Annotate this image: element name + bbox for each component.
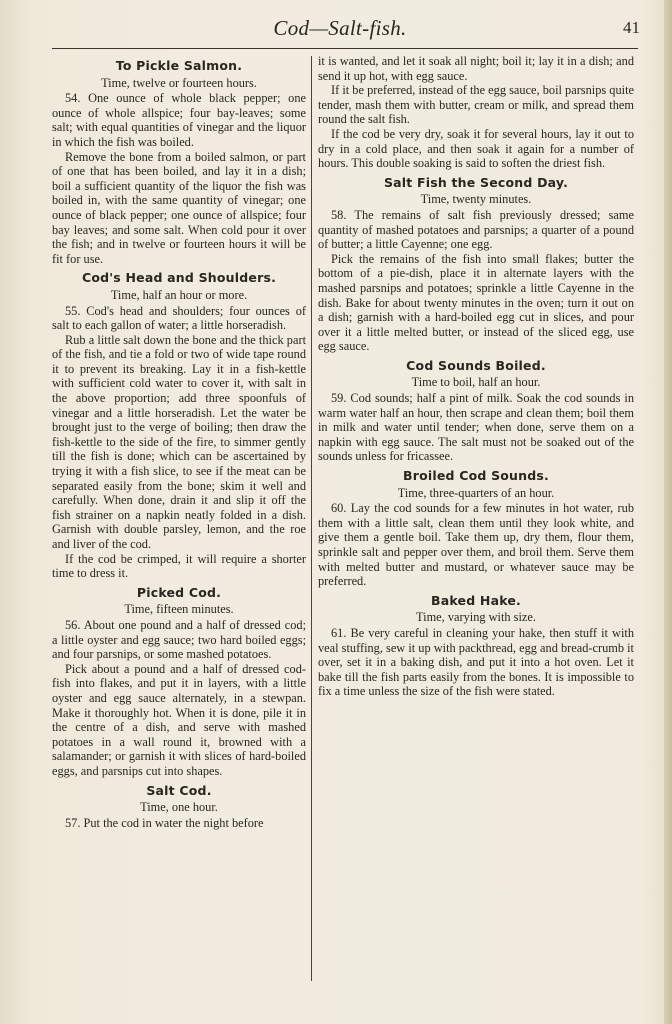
paragraph: If it be preferred, instead of the egg sauce, boil parsnips quite tender, mash them with butter, cream or milk, and spread them round the salt fish. [318,83,634,127]
paragraph: If the cod be crimped, it will require a shorter time to dress it. [52,551,306,581]
running-title: Cod—Salt-fish. [273,16,407,40]
paragraph: 57. Put the cod in water the night before [65,815,264,830]
page-header [40,16,640,46]
heading-cod-sounds-boiled: Cod Sounds Boiled. [406,357,546,373]
paragraph: If the cod be very dry, soak it for several hours, lay it out to dry in a cold place, and then soak it again for a number of hours. This double soaking is said to soften the driest fish. [318,126,634,171]
time-salt-cod: Time, one hour. [140,800,218,815]
time-pickle-salmon: Time, twelve or fourteen hours. [101,75,257,90]
paragraph: it is wanted, and let it soak all night; boil it; lay it in a dish; and send it up hot, with egg sauce. [318,54,634,83]
heading-broiled-cod-sounds: Broiled Cod Sounds. [402,468,549,484]
paragraph: 55. Cod's head and shoulders; four ounces of salt to each gallon of water; a little horseradish. [52,303,306,333]
heading-pickle-salmon: To Pickle Salmon. [115,58,243,73]
heading-salt-fish-second-day: Salt Fish the Second Day. [383,174,569,190]
paragraph: Pick about a pound and a half of dressed cod-fish into flakes, and put it in layers, with a little oyster and egg sauce alternately, in a stewpan. Make it thoroughly hot. When it is done, pile it in the centre of a dish, and serve with mashed potatoes in a wall round it, browned with a salamander; or garnish it with slices of hard-boiled eggs, and parsnips cut into shapes. [52,661,306,778]
paragraph: 59. Cod sounds; half a pint of milk. Soak the cod sounds in warm water half an hour, then scrape and clean them; boil them in milk and water until tender; when done, serve them on a napkin with egg sauce. The salt must not be soaked out of the sounds unless for fricassee. [318,391,634,464]
heading-picked-cod: Picked Cod. [136,584,222,600]
left-column [52,54,306,830]
heading-salt-cod: Salt Cod. [146,782,212,798]
time-cod-sounds-boiled: Time to boil, half an hour. [411,375,541,390]
time-salt-fish-second-day: Time, twenty minutes. [420,192,532,207]
heading-baked-hake: Baked Hake. [430,592,522,608]
time-broiled-cod-sounds: Time, three-quarters of an hour. [397,485,555,500]
time-cods-head: Time, half an hour or more. [110,287,248,302]
paragraph: 54. One ounce of whole black pepper; one ounce of whole allspice; four bay-leaves; some salt; with equal quantities of vinegar and the liquor in which the fish was boiled. [52,91,306,149]
time-baked-hake: Time, varying with size. [416,610,536,625]
heading-cods-head: Cod's Head and Shoulders. [81,270,277,286]
paragraph: 58. The remains of salt fish previously dressed; same quantity of mashed potatoes and parsnips; a quarter of a pound of butter; a little Cayenne; one egg. [318,207,634,252]
time-picked-cod: Time, fifteen minutes. [124,602,234,617]
page-edge [664,0,672,1024]
paragraph: 60. Lay the cod sounds for a few minutes in hot water, rub them with a little salt, clean them until they look white, and give them a gentle boil. Take them up, dry them, flour them, sprinkle salt and pepper over them, and broil them. Serve them with melted butter and mustard, or whatever sauce may be preferred. [318,501,634,589]
right-column [318,54,634,699]
paragraph: 56. About one pound and a half of dressed cod; a little oyster and egg sauce; two hard boiled eggs; and four parsnips, or some mashed potatoes. [52,617,306,662]
paragraph: Remove the bone from a boiled salmon, or part of one that has been boiled, and lay it in a dish; boil a sufficient quantity of the liquor the fish was boiled in, with the same quantity of vinegar; one ounce of black pepper; one ounce of allspice; four bay leaves; and some salt. When cold pour it over the fish; and in twelve or fourteen hours it will be fit for use. [52,149,306,266]
column-divider [311,56,312,981]
paragraph: 61. Be very careful in cleaning your hake, then stuff it with veal stuffing, sew it up with packthread, egg and bread-crumb it over, set it in a baking dish, and put it into a hot oven. Let it bake till the fish parts easily from the bones. It is impossible to fix a time unless the size of the fish were stated. [318,625,634,699]
page-number: 41 [623,18,640,37]
header-rule [52,48,638,49]
paragraph: Rub a little salt down the bone and the thick part of the fish, and tie a fold or two of wide tape round it to prevent its breaking. Lay it in a fish-kettle with sufficient cold water to cover it, with salt in the above proportion; add three spoonfuls of vinegar and a little horseradish. Let the water be brought just to the verge of boiling; then draw the fish-kettle to the side of the fire, to simmer gently till the fish is done; which can be ascertained by trying it with a fish slice, to see if the meat can be separated easily from the bone; skim it well and carefully. When done, drain it and slip it off the fish strainer on a napkin neatly folded in a dish. Garnish with double parsley, lemon, and the roe and liver of the cod. [52,332,306,551]
paragraph: Pick the remains of the fish into small flakes; butter the bottom of a pie-dish, place it in alternate layers with the mashed parsnips and potatoes; sprinkle a little Cayenne in the dish. Bake for about twenty minutes in the oven; turn it out on a dish; garnish with a hard-boiled egg cut in slices, and pour over it a little melted butter, or instead of the sliced egg, use egg sauce. [318,251,634,354]
